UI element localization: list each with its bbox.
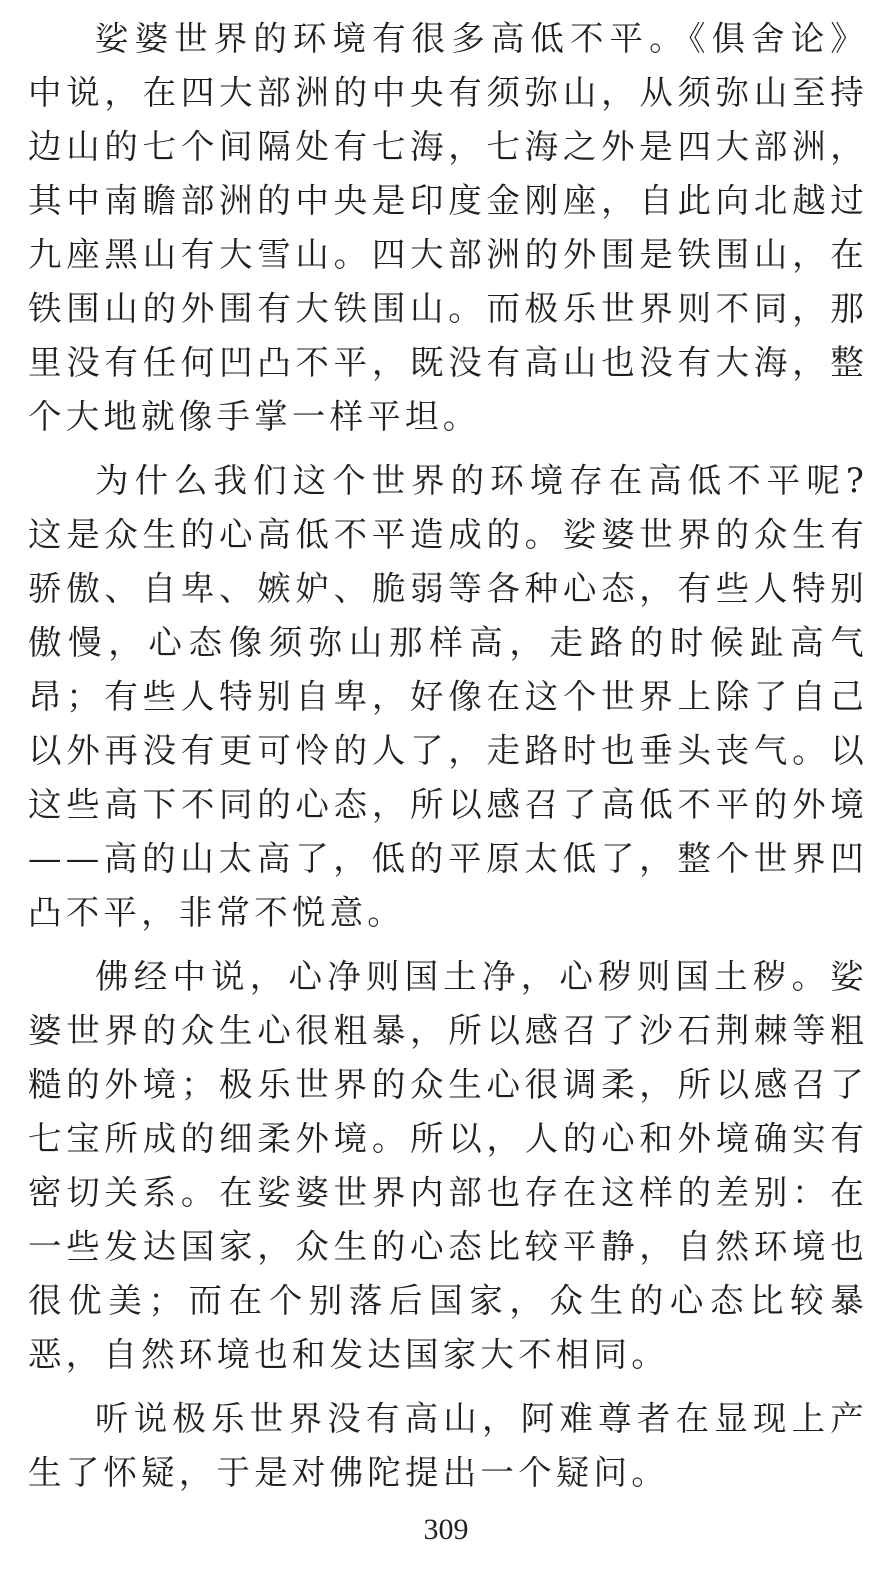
page-number: 309 (423, 1513, 469, 1546)
paragraph-2: 为什么我们这个世界的环境存在高低不平呢?这是众生的心高低不平造成的。娑婆世界的众生有骄傲、自卑、嫉妒、脆弱等各种心态，有些人特别傲慢，心态像须弥山那样高，走路的时候趾高气昂；有些人特别自卑，好像在这个世界上除了自己以外再没有更可怜的人了，走路时也垂头丧气。以这些高下不同的心态，所以感召了高低不平的外境——高的山太高了，低的平原太低了，整个世界凹凸不平，非常不悦意。 (28, 461, 868, 932)
body-text (28, 12, 868, 1500)
paragraph-1: 娑婆世界的环境有很多高低不平。《俱舍论》中说，在四大部洲的中央有须弥山，从须弥山至持边山的七个间隔处有七海，七海之外是四大部洲，其中南瞻部洲的中央是印度金刚座，自此向北越过九座黑山有大雪山。四大部洲的外围是铁围山，在铁围山的外围有大铁围山。而极乐世界则不同，那里没有任何凹凸不平，既没有高山也没有大海，整个大地就像手掌一样平坦。 (28, 19, 868, 436)
paragraph-4: 听说极乐世界没有高山，阿难尊者在显现上产生了怀疑，于是对佛陀提出一个疑问。 (28, 1399, 868, 1492)
paragraph-3: 佛经中说，心净则国土净，心秽则国土秽。娑婆世界的众生心很粗暴，所以感召了沙石荆棘等粗糙的外境；极乐世界的众生心很调柔，所以感召了七宝所成的细柔外境。所以，人的心和外境确实有密切关系。在娑婆世界内部也存在这样的差别：在一些发达国家，众生的心态比较平静，自然环境也很优美；而在个别落后国家，众生的心态比较暴恶，自然环境也和发达国家大不相同。 (28, 957, 868, 1374)
